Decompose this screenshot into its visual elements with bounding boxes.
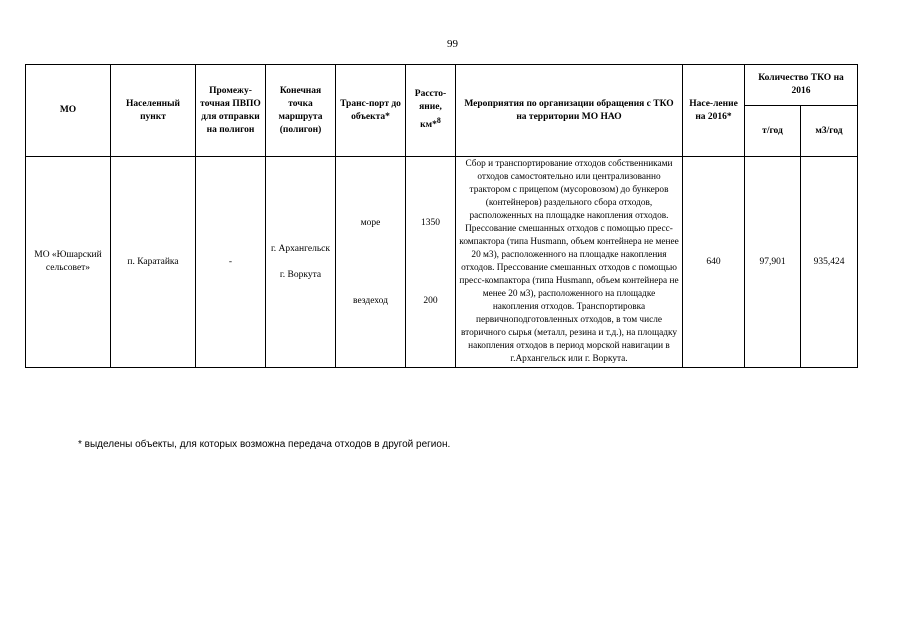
header-row [26, 65, 858, 106]
header-intermediate: Промежу-точная ПВПО для отправки на полигон [196, 65, 266, 157]
cell-intermediate: - [196, 157, 266, 368]
cell-distance [406, 157, 456, 368]
footnote: * выделены объекты, для которых возможна передача отходов в другой регион. [78, 439, 451, 450]
distance-allterrain: 200 [423, 295, 438, 306]
cell-measures: Сбор и транспортирование отходов собственниками отходов самостоятельно или централизованно трактором с прицепом (мусоровозом) до бункеров (контейнеров) раздельного сбора отходов, расположенных на площадке накопления отходов. Прессование смешанных отходов с помощью пресс-компактора (типа Husmann, объем контейнера не менее 20 м3), расположенного на площадке накопления отходов. Прессование смешанных отходов с помощью пресс-компактора (типа Husmann, объем контейнера не менее 20 м3), расположенного на площадке накопления отходов. Транспортировка первичноподготовленных отходов, в том числе вторичного сырья (металл, резина и т.д.), на площадку накопления отходов в период морской навигации в г.Архангельск или г. Воркута. [456, 157, 683, 368]
transport-sea: море [360, 217, 381, 228]
cell-transport [336, 157, 406, 368]
header-tko-quantity: Количество ТКО на 2016 [745, 65, 858, 106]
header-distance-sup: 8 [436, 116, 441, 126]
endpoint-arkhangelsk: г. Архангельск [270, 243, 330, 254]
cell-settlement: п. Каратайка [111, 157, 196, 368]
waste-management-table [25, 64, 858, 368]
header-population: Насе-ление на 2016* [683, 65, 745, 157]
cell-population: 640 [683, 157, 745, 368]
header-transport: Транс-порт до объекта* [336, 65, 406, 157]
cell-mo: МО «Юшарский сельсовет» [26, 157, 111, 368]
header-m3-per-year: м3/год [801, 106, 858, 157]
page-number: 99 [447, 38, 458, 50]
header-measures: Мероприятия по организации обращения с ТКО на территории МО НАО [456, 65, 683, 157]
cell-tons-per-year: 97,901 [745, 157, 801, 368]
header-tons-per-year: т/год [745, 106, 801, 157]
endpoint-vorkuta: г. Воркута [279, 269, 322, 280]
header-settlement: Населенный пункт [111, 65, 196, 157]
transport-allterrain: вездеход [353, 295, 388, 306]
header-distance [406, 65, 456, 157]
distance-sea: 1350 [421, 217, 440, 228]
header-mo: МО [26, 65, 111, 157]
header-distance-label: Рассто-яние, км* [414, 89, 447, 131]
cell-endpoint [266, 157, 336, 368]
table-row [26, 157, 858, 368]
cell-m3-per-year: 935,424 [801, 157, 858, 368]
header-endpoint: Конечная точка маршрута (полигон) [266, 65, 336, 157]
